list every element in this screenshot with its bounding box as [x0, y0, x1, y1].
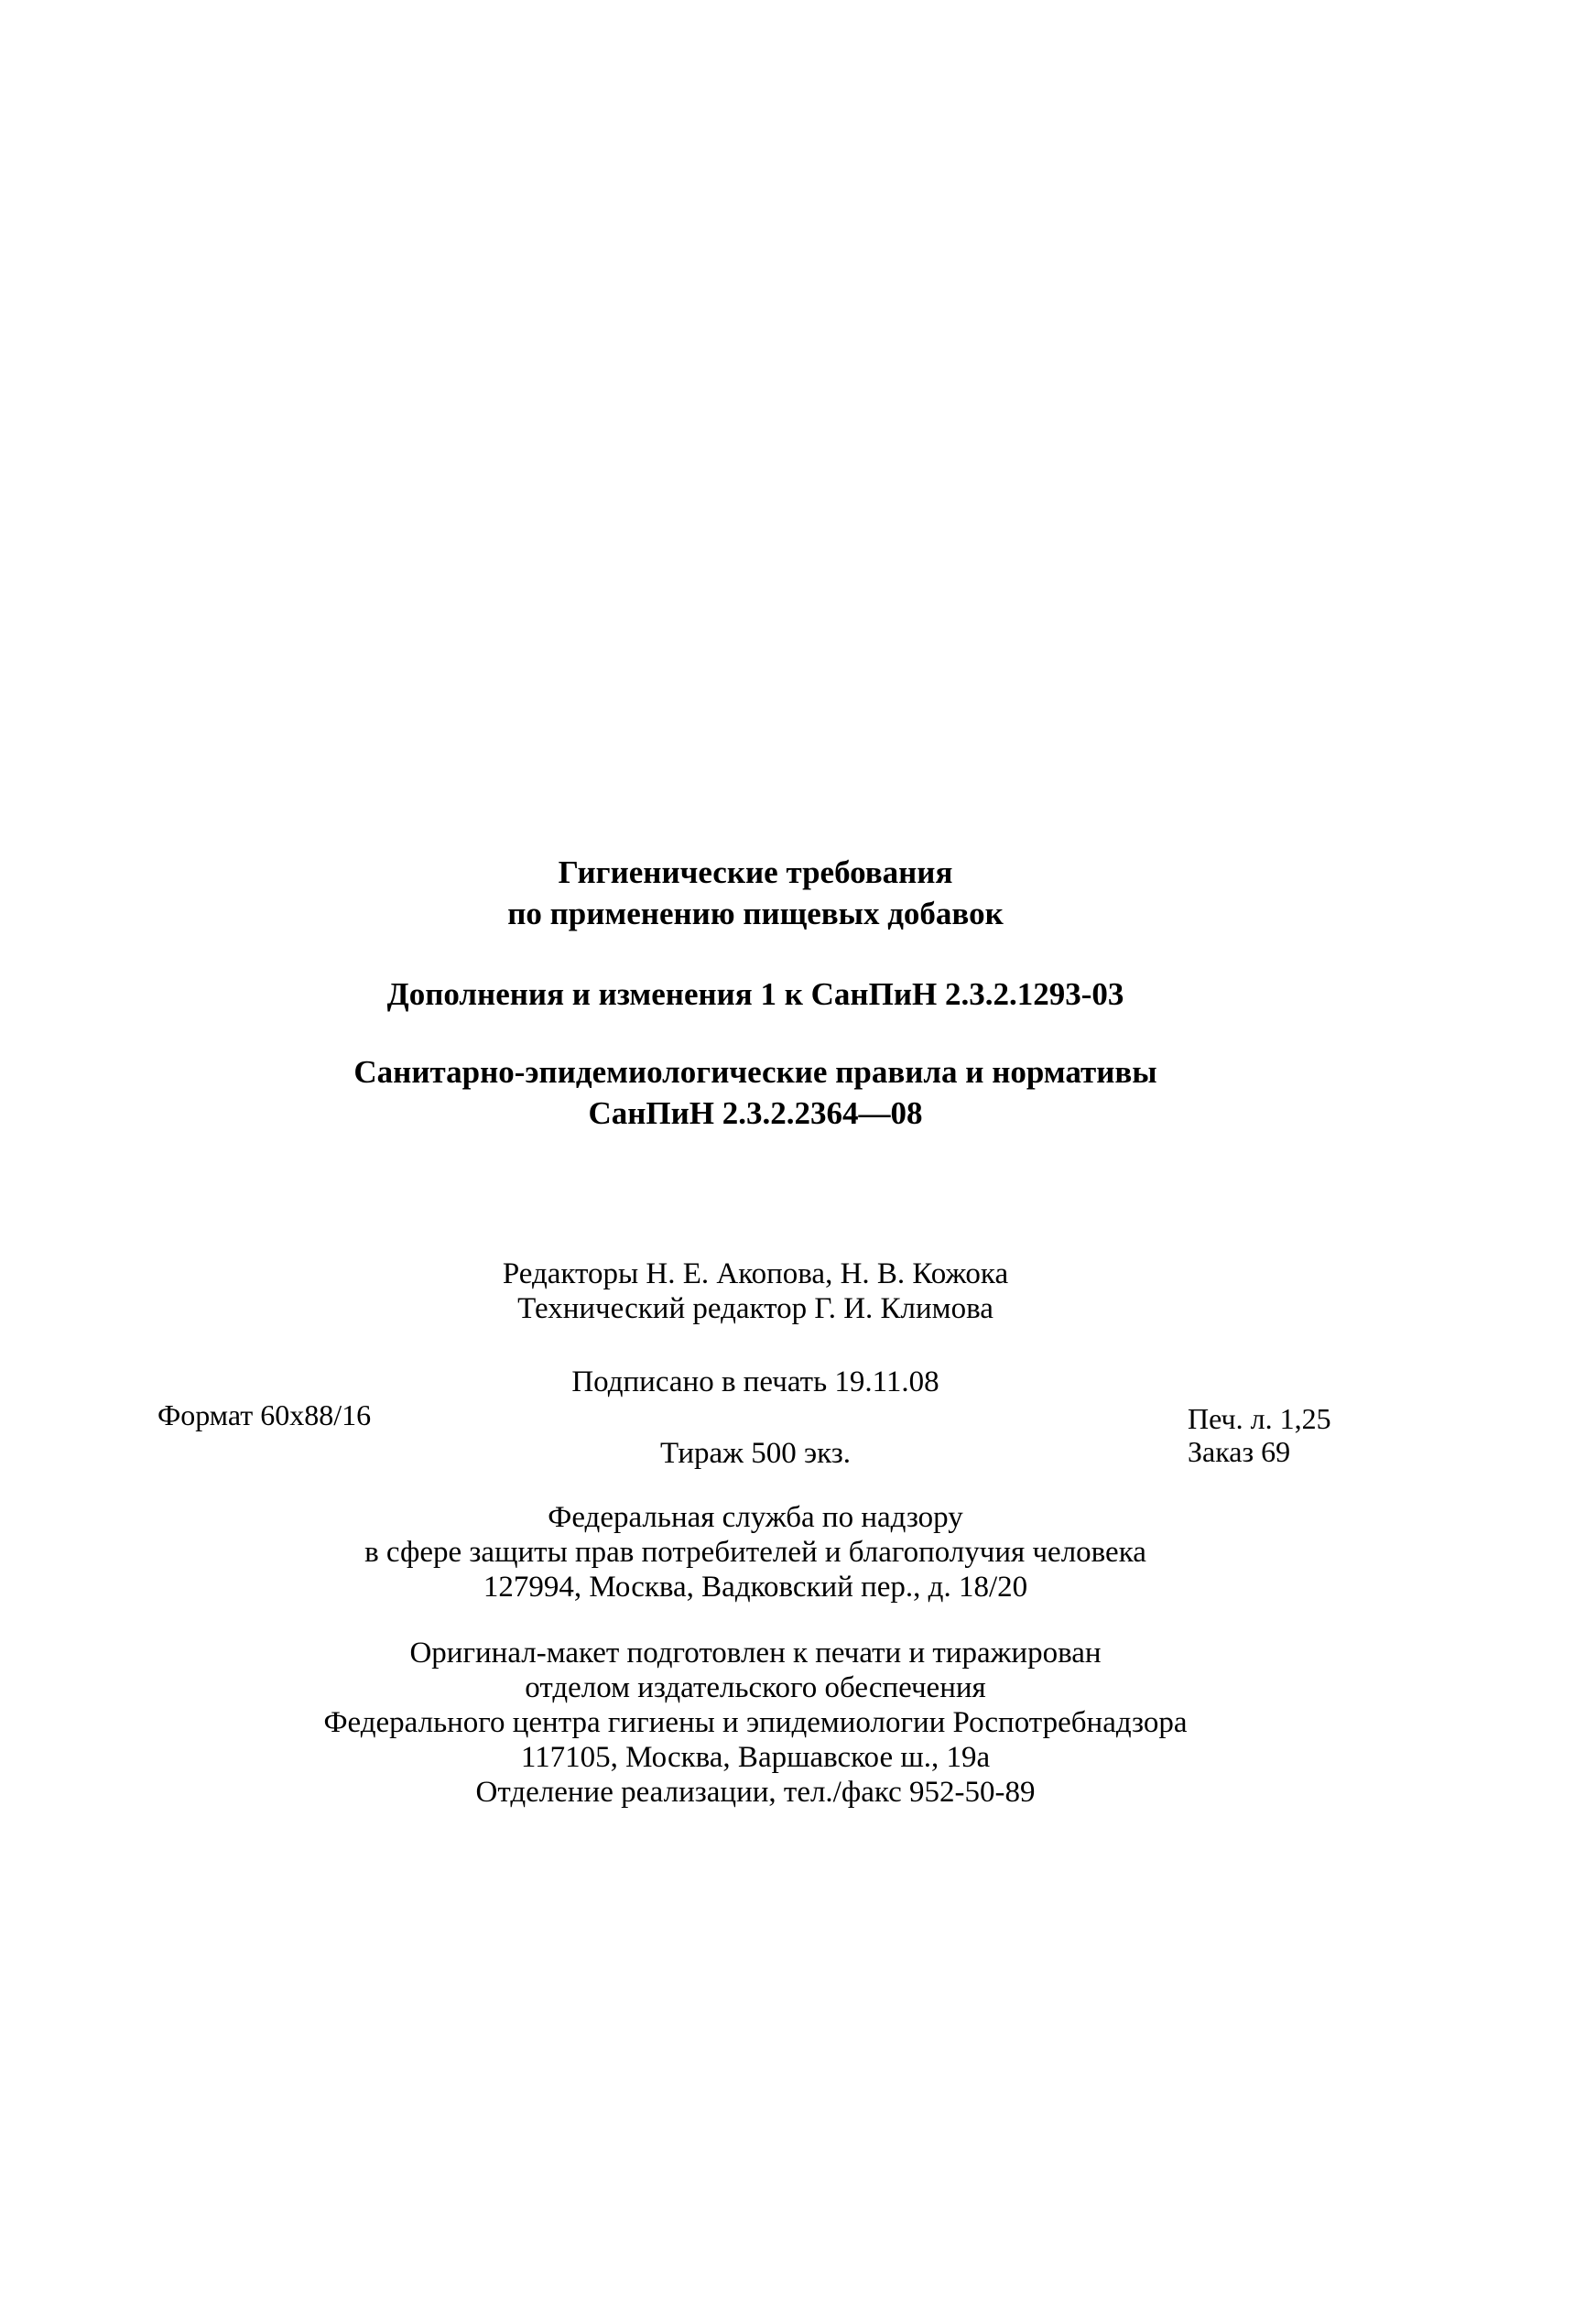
amendment-line: Дополнения и изменения 1 к СанПиН 2.3.2.1293-03: [386, 976, 1124, 1012]
publisher-block: [0, 1500, 1511, 1604]
publisher-line-1: Федеральная служба по надзору: [548, 1501, 963, 1534]
producer-line-3: Федерального центра гигиены и эпидемиологии Роспотребнадзора: [323, 1706, 1188, 1739]
sheets-text: Печ. л. 1,25: [1188, 1402, 1331, 1435]
rules-heading: [0, 1051, 1511, 1134]
title-line-1: Гигиенические требования: [558, 854, 953, 890]
circulation-text: Тираж 500 экз.: [660, 1437, 851, 1470]
technical-editor-line: Технический редактор Г. И. Климова: [517, 1292, 993, 1325]
document-title: [0, 852, 1511, 934]
order-text: Заказ 69: [1188, 1435, 1291, 1468]
signed-to-print: [0, 1365, 1511, 1399]
title-line-2: по применению пищевых добавок: [507, 896, 1004, 931]
amendment-heading: [0, 974, 1511, 1015]
producer-line-2: отделом издательского обеспечения: [525, 1671, 986, 1704]
rules-line-2: СанПиН 2.3.2.2364—08: [588, 1095, 923, 1131]
editors-block: [0, 1256, 1511, 1326]
publisher-address: 127994, Москва, Вадковский пер., д. 18/20: [483, 1571, 1028, 1604]
producer-block: [0, 1636, 1511, 1810]
producer-sales-contact: Отделение реализации, тел./факс 952-50-89: [475, 1776, 1036, 1809]
format-text: Формат 60x88/16: [157, 1398, 372, 1431]
producer-address: 117105, Москва, Варшавское ш., 19а: [520, 1741, 991, 1774]
signed-line: Подписано в печать 19.11.08: [571, 1365, 939, 1398]
editors-line: Редакторы Н. Е. Акопова, Н. В. Кожока: [502, 1257, 1009, 1290]
rules-line-1: Санитарно-эпидемиологические правила и нормативы: [353, 1054, 1157, 1090]
producer-line-1: Оригинал-макет подготовлен к печати и тиражирован: [409, 1637, 1102, 1670]
publisher-line-2: в сфере защиты прав потребителей и благополучия человека: [364, 1536, 1146, 1569]
